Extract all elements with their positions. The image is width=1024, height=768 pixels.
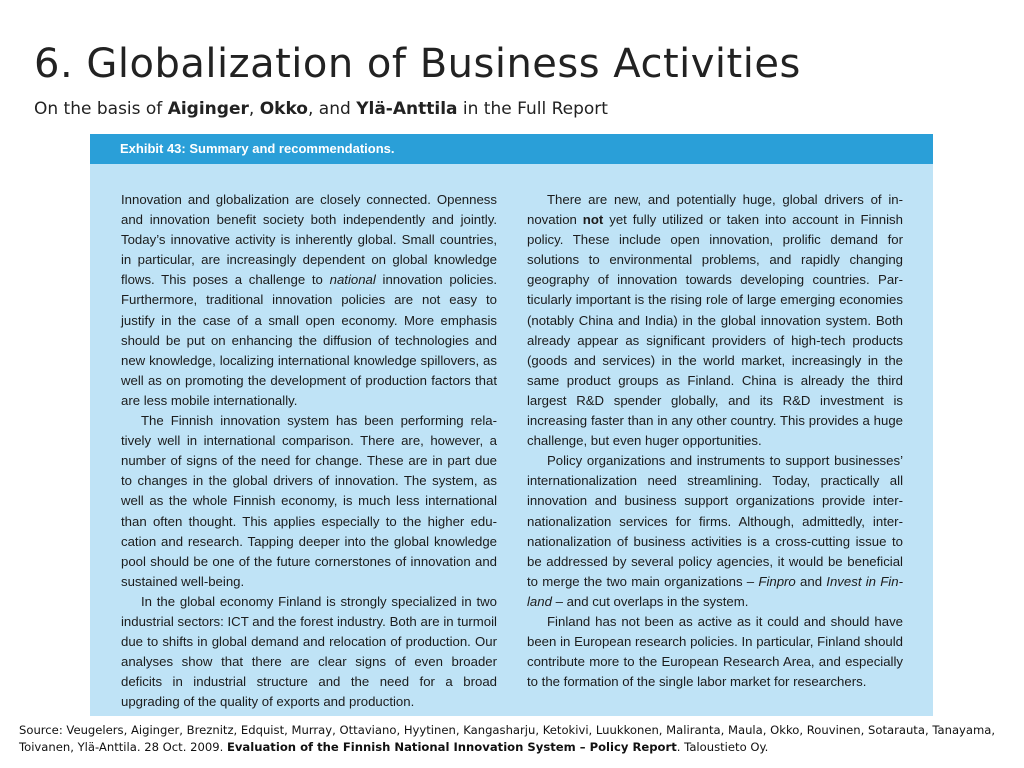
- subtitle-prefix: On the basis of: [34, 99, 168, 119]
- exhibit-left-column: [121, 190, 497, 712]
- emphasis-national: national: [329, 272, 376, 288]
- exhibit-panel: [90, 134, 933, 716]
- exhibit-right-column: [527, 190, 903, 692]
- text-run: Policy organizations and instruments to support businesses’ internationalization need streamlining. Today, practically all innovation and business support organizations provide internationalization services for firms. Although, admittedly, internationalization of business activities is a cross-cutting issue to be addressed by several policy agencies, it would be beneficial to merge the two main organizations –: [527, 453, 903, 589]
- source-citation: [19, 722, 1009, 756]
- source-text: Source: Veugelers, Aiginger, Breznitz, Edquist, Murray, Ottaviano, Hyytinen, Kangasharju, Ketokivi, Luukkonen, Maliranta, Maula, Okko, Rouvinen, Sotarauta, Tanayama, Toivanen, Ylä-Anttila. 28 Oct. 2009.: [19, 723, 996, 754]
- right-paragraph-2: [527, 451, 903, 612]
- subtitle-author-yla-anttila: Ylä-Anttila: [356, 99, 458, 119]
- subtitle-author-okko: Okko: [259, 99, 308, 119]
- right-paragraph-1: [527, 190, 903, 451]
- left-paragraph-3: In the global economy Finland is strongly specialized in two industrial sectors: ICT and the forest industry. Both are in turmoil due to shifts in global demand and relocation of production. Our analyses show that there are clear signs of even broader deficits in industrial structure and the need for a broad upgrading of the quality of exports and production.: [121, 593, 497, 710]
- text-run: There are new, and potentially huge, global drivers of innovation: [527, 192, 903, 228]
- emphasis-not: not: [582, 212, 604, 228]
- text-run: Innovation and globalization are closely connected. Openness and innovation benefit society both independently and jointly. Today’s innovative activity is inherently global. Small countries, in particular, are increasingly dependent on global knowledge flows. This poses a challenge to: [121, 192, 497, 288]
- slide-title: 6. Globalization of Business Activities: [34, 41, 801, 87]
- subtitle-suffix: in the Full Report: [457, 99, 608, 119]
- left-paragraph-2: The Finnish innovation system has been performing relatively well in international comparison. There are, however, a number of signs of the need for change. These are in part due to changes in the global drivers of innovation. The system, as well as the whole Finnish economy, is much less international than often thought. This applies especially to the higher education and research. Tapping deeper into the global knowledge pool should be one of the future cornerstones of innovation and sustained well-being.: [121, 413, 497, 589]
- slide-subtitle: [34, 96, 1014, 122]
- exhibit-header: Exhibit 43: Summary and recommendations.: [90, 134, 933, 164]
- source-text: . Taloustieto Oy.: [676, 740, 769, 754]
- text-run: – and cut overlaps in the system.: [551, 593, 749, 609]
- emphasis-invest-in-finland: Invest in Finland: [527, 573, 903, 609]
- source-report-title: Evaluation of the Finnish National Innovation System – Policy Report: [226, 740, 677, 754]
- subtitle-separator: ,: [248, 99, 260, 119]
- text-run: and: [795, 573, 827, 589]
- right-paragraph-3: Finland has not been as active as it could and should have been in European research policies. In particular, Finland should contribute more to the European Research Area, and especially to the formation of the single labor market for researchers.: [527, 613, 903, 690]
- left-paragraph-1: [121, 190, 497, 411]
- emphasis-finpro: Finpro: [758, 573, 796, 589]
- subtitle-separator: , and: [307, 99, 357, 119]
- text-run: yet fully utilized or taken into account in Finnish policy. These include open innovation, prolific demand for solutions to environmental problems, and rapidly changing geography of innovation towards developing countries. Particularly important is the rising role of large emerging economies (notably China and India) in the global innovation system. Both already appear as significant providers of high-tech products (goods and services) in the world market, increasingly in the same product groups as Finland. China is already the third largest R&D spender globally, and its R&D investment is increasing faster than in any other country. This provides a huge challenge, but even huger opportunities.: [527, 212, 903, 449]
- subtitle-author-aiginger: Aiginger: [167, 99, 249, 119]
- text-run: innovation policies. Furthermore, traditional innovation policies are not easy to justify in the case of a small open economy. More emphasis should be put on enhancing the diffusion of technologies and new knowledge, localizing international knowledge spillovers, as well as on promoting the development of production factors that are less mobile internationally.: [121, 272, 497, 408]
